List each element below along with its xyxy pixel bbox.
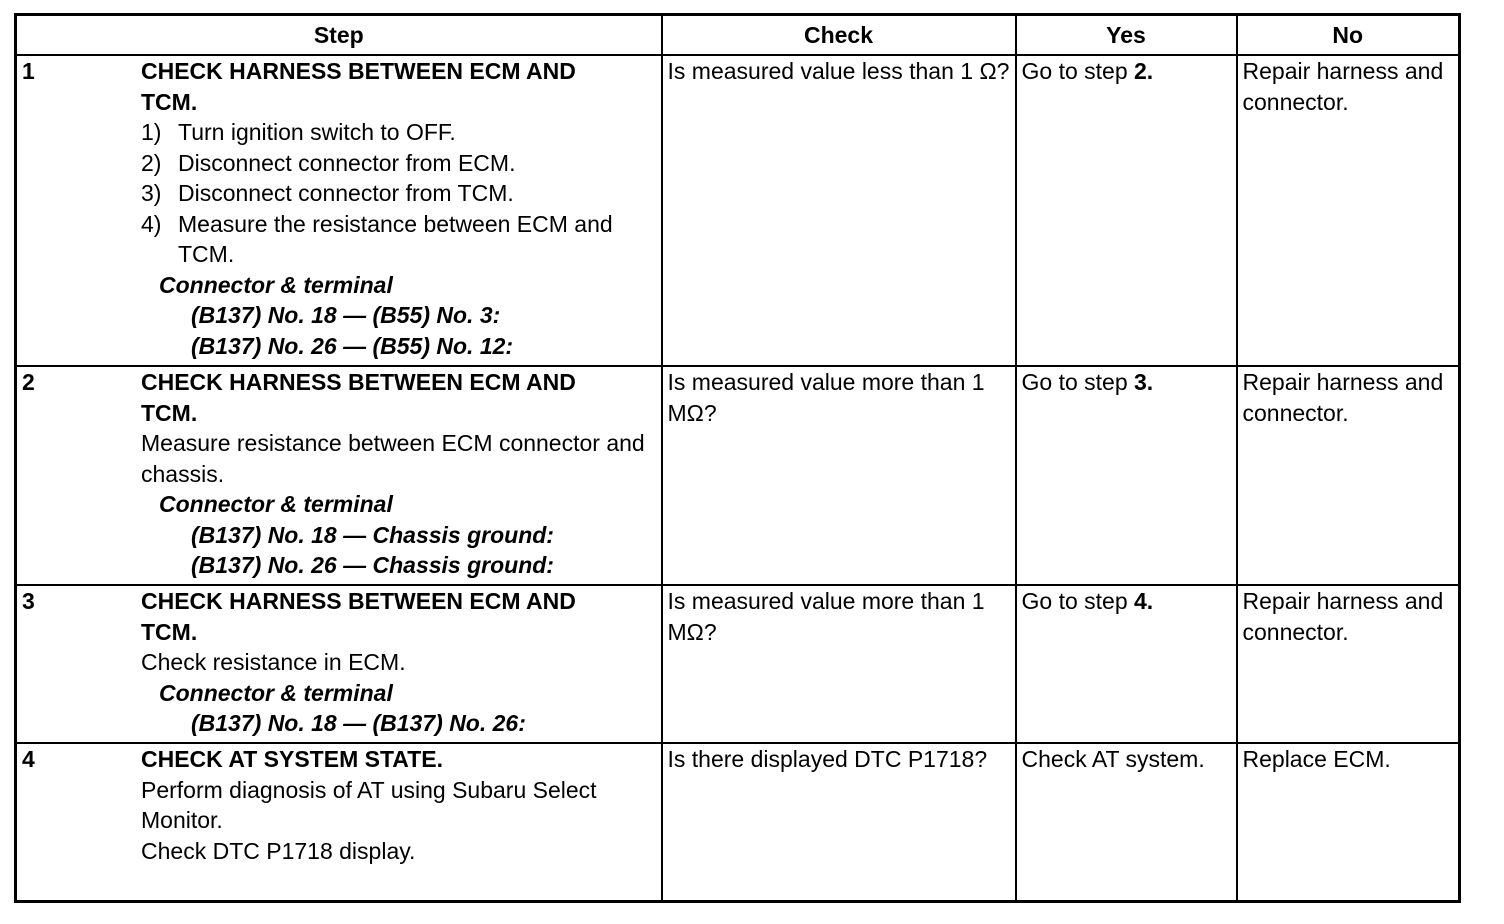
no-cell: Repair harness and connector. — [1237, 585, 1460, 743]
step-number: 4 — [22, 746, 35, 772]
step-number: 3 — [22, 588, 35, 614]
yes-cell: Check AT system. — [1016, 743, 1237, 901]
step-cell — [16, 55, 662, 366]
step-cell — [16, 585, 662, 743]
table-row-step-3 — [16, 585, 1460, 743]
yes-step-ref: 3. — [1134, 369, 1154, 395]
connector-terminal: (B137) No. 26 — Chassis ground: — [191, 552, 554, 578]
no-cell: Repair harness and connector. — [1237, 55, 1460, 366]
procedure-item: 4) Measure the resistance between ECM and TCM. — [141, 210, 613, 267]
check-cell: Is measured value less than 1 Ω? — [662, 55, 1016, 366]
step-number: 2 — [22, 369, 35, 395]
step-number: 1 — [22, 58, 35, 84]
step-title: CHECK AT SYSTEM STATE. — [141, 746, 443, 772]
no-cell: Replace ECM. — [1237, 743, 1460, 901]
header-check: Check — [662, 15, 1016, 56]
step-description: Perform diagnosis of AT using Subaru Select Monitor. — [141, 776, 597, 833]
procedure-item: 2) Disconnect connector from ECM. — [141, 149, 516, 176]
table-row-step-4 — [16, 743, 1460, 901]
step-title: CHECK HARNESS BETWEEN ECM AND TCM. — [141, 588, 576, 645]
step-cell — [16, 743, 662, 901]
connector-label: Connector & terminal — [159, 679, 393, 706]
yes-step-ref: 4. — [1134, 588, 1154, 614]
yes-cell: Go to step 3. — [1016, 366, 1237, 585]
connector-terminal: (B137) No. 18 — (B55) No. 3: — [191, 302, 501, 328]
table-row-step-2 — [16, 366, 1460, 585]
diagnostic-table — [14, 13, 1461, 903]
header-no: No — [1237, 15, 1460, 56]
step-description: Measure resistance between ECM connector and chassis. — [141, 430, 645, 487]
header-step: Step — [16, 15, 662, 56]
yes-cell: Go to step 2. — [1016, 55, 1237, 366]
yes-step-ref: 2. — [1134, 58, 1154, 84]
check-cell: Is measured value more than 1 MΩ? — [662, 366, 1016, 585]
step-description-2: Check DTC P1718 display. — [141, 837, 416, 864]
check-cell: Is there displayed DTC P1718? — [662, 743, 1016, 901]
step-title: CHECK HARNESS BETWEEN ECM AND TCM. — [141, 369, 576, 426]
connector-label: Connector & terminal — [159, 491, 393, 517]
procedure-item: 1) Turn ignition switch to OFF. — [141, 119, 456, 145]
header-yes: Yes — [1016, 15, 1237, 56]
check-cell: Is measured value more than 1 MΩ? — [662, 585, 1016, 743]
table-row-step-1 — [16, 55, 1460, 366]
connector-terminal: (B137) No. 18 — Chassis ground: — [191, 521, 554, 548]
header-row — [16, 15, 1460, 56]
step-cell — [16, 366, 662, 585]
connector-terminal: (B137) No. 26 — (B55) No. 12: — [191, 332, 514, 359]
yes-cell: Go to step 4. — [1016, 585, 1237, 743]
connector-terminal: (B137) No. 18 — (B137) No. 26: — [191, 710, 526, 736]
no-cell: Repair harness and connector. — [1237, 366, 1460, 585]
step-title: CHECK HARNESS BETWEEN ECM AND TCM. — [141, 58, 576, 115]
connector-label: Connector & terminal — [159, 271, 393, 298]
procedure-item: 3) Disconnect connector from TCM. — [141, 180, 514, 206]
step-description: Check resistance in ECM. — [141, 649, 406, 675]
